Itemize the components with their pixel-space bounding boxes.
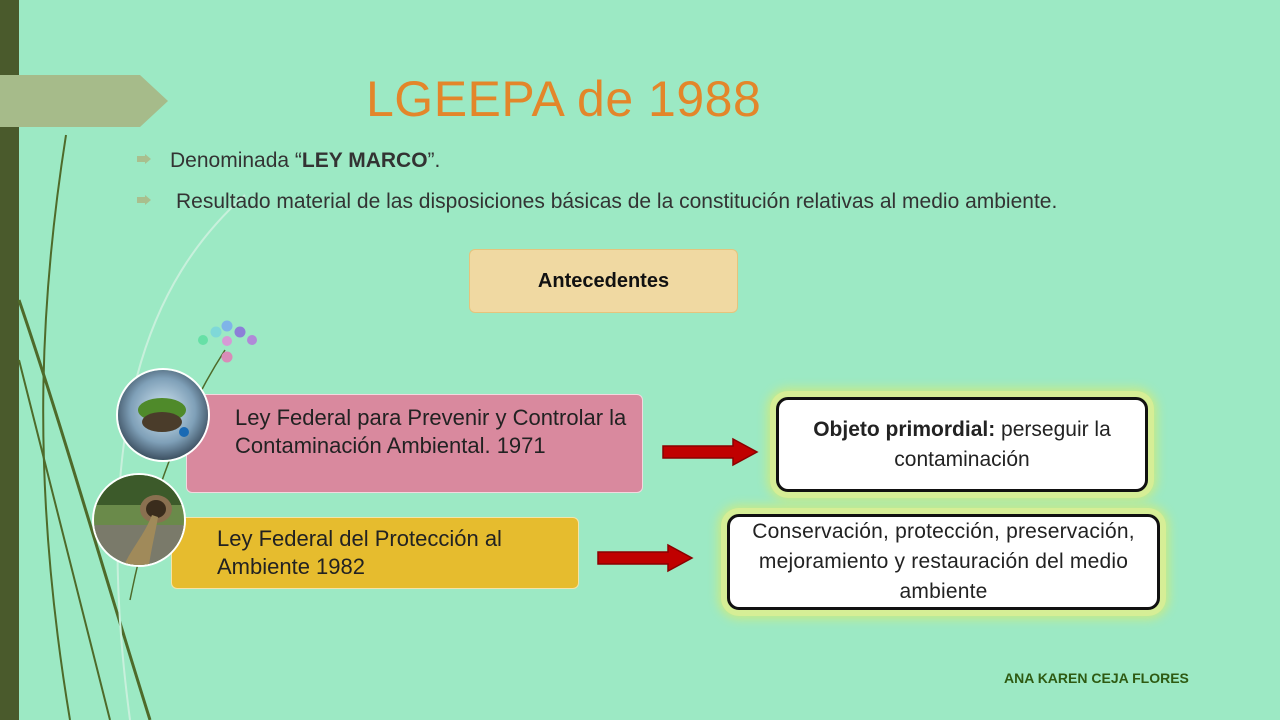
- outcome-1971-box: [776, 397, 1148, 492]
- bullet-item: [176, 190, 1057, 214]
- outcome-1971-bold: Objeto primordial:: [813, 417, 996, 441]
- outcome-1971-text: perseguir la contaminación: [894, 417, 1111, 471]
- law-1982-text: Ley Federal del Protección al Ambiente 1982: [217, 526, 502, 579]
- bullet-bold-text: LEY MARCO: [301, 149, 428, 172]
- law-1982-box: [171, 517, 579, 589]
- bullet-prefix: Denominada “: [170, 149, 302, 172]
- arrow-bullet-icon: [137, 195, 151, 205]
- decorative-dots-icon: [190, 316, 270, 366]
- antecedentes-label: Antecedentes: [537, 269, 670, 292]
- outcome-1982-text: Conservación, protección, preservación, mejoramiento y restauración del medio ambiente: [752, 520, 1135, 603]
- antecedentes-box: [469, 249, 738, 313]
- page-title: LGEEPA de 1988: [366, 71, 762, 127]
- sewage-pipe-image: [92, 473, 186, 567]
- author-label: ANA KAREN CEJA FLORES: [1004, 670, 1189, 686]
- bullet-item: [170, 149, 440, 173]
- arrow-bullet-icon: [137, 154, 151, 164]
- bullet-suffix: ”.: [427, 149, 441, 172]
- pollution-globe-image: [116, 368, 210, 462]
- right-arrow-icon: [596, 543, 694, 573]
- law-1971-text: Ley Federal para Prevenir y Controlar la Contaminación Ambiental. 1971: [235, 405, 627, 458]
- right-arrow-icon: [661, 437, 759, 467]
- title-tab-shape: [0, 75, 168, 127]
- bullet-text: Resultado material de las disposiciones básicas de la constitución relativas al medio ambiente.: [176, 190, 1058, 213]
- outcome-1982-box: [727, 514, 1160, 610]
- law-1971-box: [186, 394, 643, 493]
